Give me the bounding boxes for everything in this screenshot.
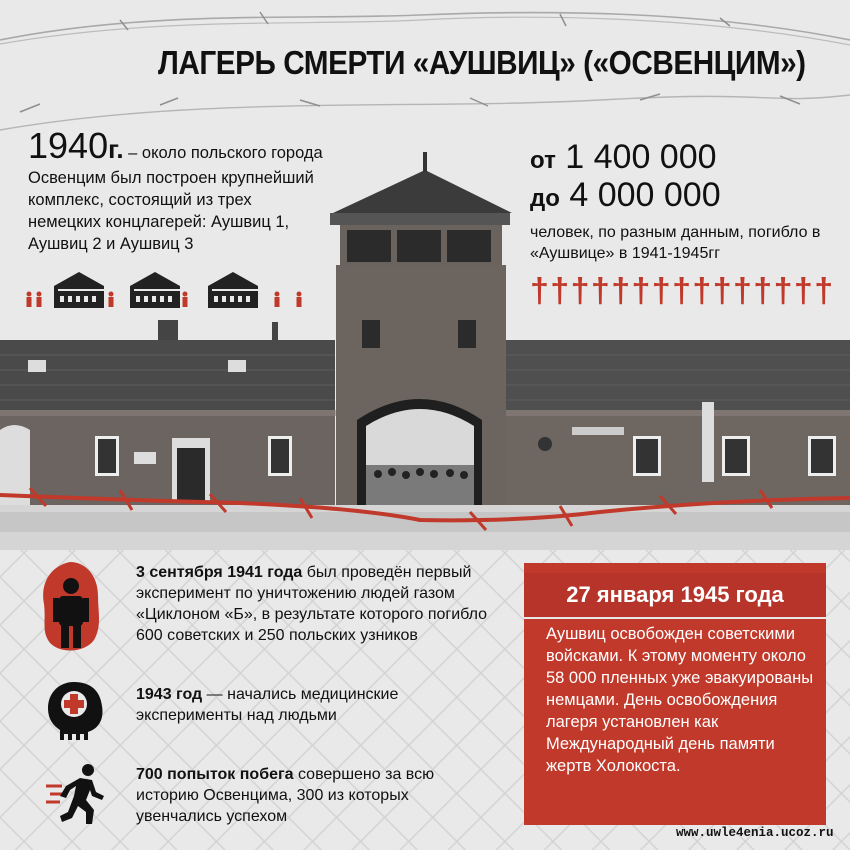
event-medical-experiments: 1943 год — начались медицинские эксперименты над людьми [136,686,399,724]
cross-icon: † [611,272,631,310]
liberation-text: Аушвиц освобожден советскими войсками. К этому моменту около 58 000 пленных уже эвакуированы немцами. День освобождения лагеря установлен как Международный день памяти жертв Холокоста. [546,625,814,775]
intro-year: 1940г. [28,125,124,166]
death-toll-max: до 4 000 000 [530,176,721,214]
cross-icon: † [672,272,692,310]
cross-icon: † [712,272,732,310]
cross-icon: † [590,272,610,310]
skull-medical-cross-icon [44,678,106,748]
page-title: ЛАГЕРЬ СМЕРТИ «АУШВИЦ» («ОСВЕНЦИМ») [158,44,806,81]
death-toll-description: человек, по разным данным, погибло в «Аушвице» в 1941-1945гг [530,224,821,262]
event-gas-experiment: 3 сентября 1941 года был проведён первый эксперимент по уничтожению людей газом «Циклоном «Б», в результате которого погибло 600 советских и 250 польских узников [136,564,488,644]
death-toll-min: от 1 400 000 [530,138,717,176]
cross-icon: † [570,272,590,310]
gate-illustration [0,150,850,550]
cross-icon: † [530,272,549,310]
source-site: www.uwle4enia.ucoz.ru [676,826,834,840]
running-man-icon [44,762,110,828]
cross-icon: † [773,272,793,310]
cross-icon: † [651,272,671,310]
cross-icon: † [692,272,712,310]
cross-icon: † [814,272,834,310]
intro-text: – около польского города Освенцим был построен крупнейший комплекс, состоящий из трех немецких концлагерей: Аушвиц 1, Аушвиц 2 и Аушвиц 3 [28,144,323,253]
cross-icon: † [793,272,813,310]
liberation-box [524,563,826,825]
cross-icon: † [631,272,651,310]
event-escape-attempts: 700 попыток побега совершено за всю историю Освенцима, 300 из которых увенчались успехом [136,766,435,825]
cross-icon: † [733,272,752,310]
gas-victim-icon [38,560,102,656]
liberation-date: 27 января 1945 года [524,573,826,619]
cross-icon: † [753,272,773,310]
cross-icon: † [550,272,570,310]
